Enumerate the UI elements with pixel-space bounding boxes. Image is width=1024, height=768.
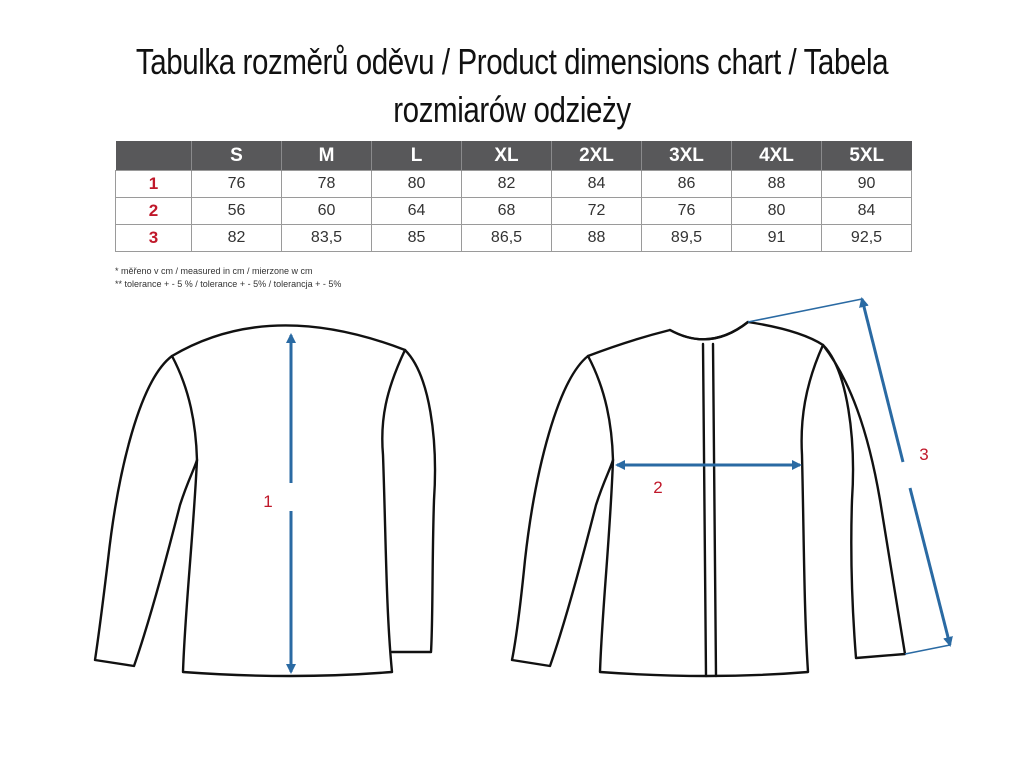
back-left-sleeve [95,356,197,666]
size-header: L [372,141,462,171]
zipper-placket-left [703,344,706,676]
table-cell: 68 [462,198,552,225]
front-neckline [670,322,748,339]
table-cell: 84 [822,198,912,225]
table-cell: 60 [282,198,372,225]
front-right-sleeve [823,345,905,658]
table-cell: 89,5 [642,225,732,252]
zipper-placket-right [713,344,716,676]
table-cell: 78 [282,171,372,198]
size-header: 5XL [822,141,912,171]
note-units: * měřeno v cm / measured in cm / mierzone w cm [115,266,313,276]
table-cell: 76 [642,198,732,225]
row-label: 3 [116,225,192,252]
table-cell: 82 [462,171,552,198]
back-body-outline [172,325,405,676]
table-cell: 92,5 [822,225,912,252]
sleeve-extension-bottom [905,645,950,654]
size-header: 2XL [552,141,642,171]
table-cell: 64 [372,198,462,225]
back-right-sleeve [392,350,435,652]
note-tolerance: ** tolerance + - 5 % / tolerance + - 5% / tolerancja + - 5% [115,279,342,289]
table-cell: 88 [552,225,642,252]
table-cell: 91 [732,225,822,252]
page-title: Tabulka rozměrů oděvu / Product dimensions chart / Tabela rozmiarów odzieży [135,41,889,130]
table-cell: 80 [732,198,822,225]
size-header: XL [462,141,552,171]
table-cell: 80 [372,171,462,198]
table-cell: 76 [192,171,282,198]
length-label: 1 [263,492,273,511]
size-header: 4XL [732,141,822,171]
dimension-length [263,335,291,672]
sleeve-label: 3 [919,445,929,464]
table-cell: 72 [552,198,642,225]
sleeve-extension-top [748,299,862,322]
row-label: 2 [116,198,192,225]
size-header: S [192,141,282,171]
dimension-chest [617,465,800,497]
table-cell: 90 [822,171,912,198]
size-header: 3XL [642,141,732,171]
front-left-sleeve [512,356,613,666]
table-cell: 56 [192,198,282,225]
table-cell: 82 [192,225,282,252]
chest-label: 2 [653,478,663,497]
sleeve-arrow-upper [862,299,903,462]
sleeve-arrow-lower [910,488,950,645]
table-cell: 85 [372,225,462,252]
size-header: M [282,141,372,171]
table-cell: 83,5 [282,225,372,252]
row-label: 1 [116,171,192,198]
dimension-sleeve [748,299,950,654]
shirt-front-view [512,322,905,676]
table-cell: 86,5 [462,225,552,252]
table-cell: 84 [552,171,642,198]
table-cell: 88 [732,171,822,198]
table-cell: 86 [642,171,732,198]
